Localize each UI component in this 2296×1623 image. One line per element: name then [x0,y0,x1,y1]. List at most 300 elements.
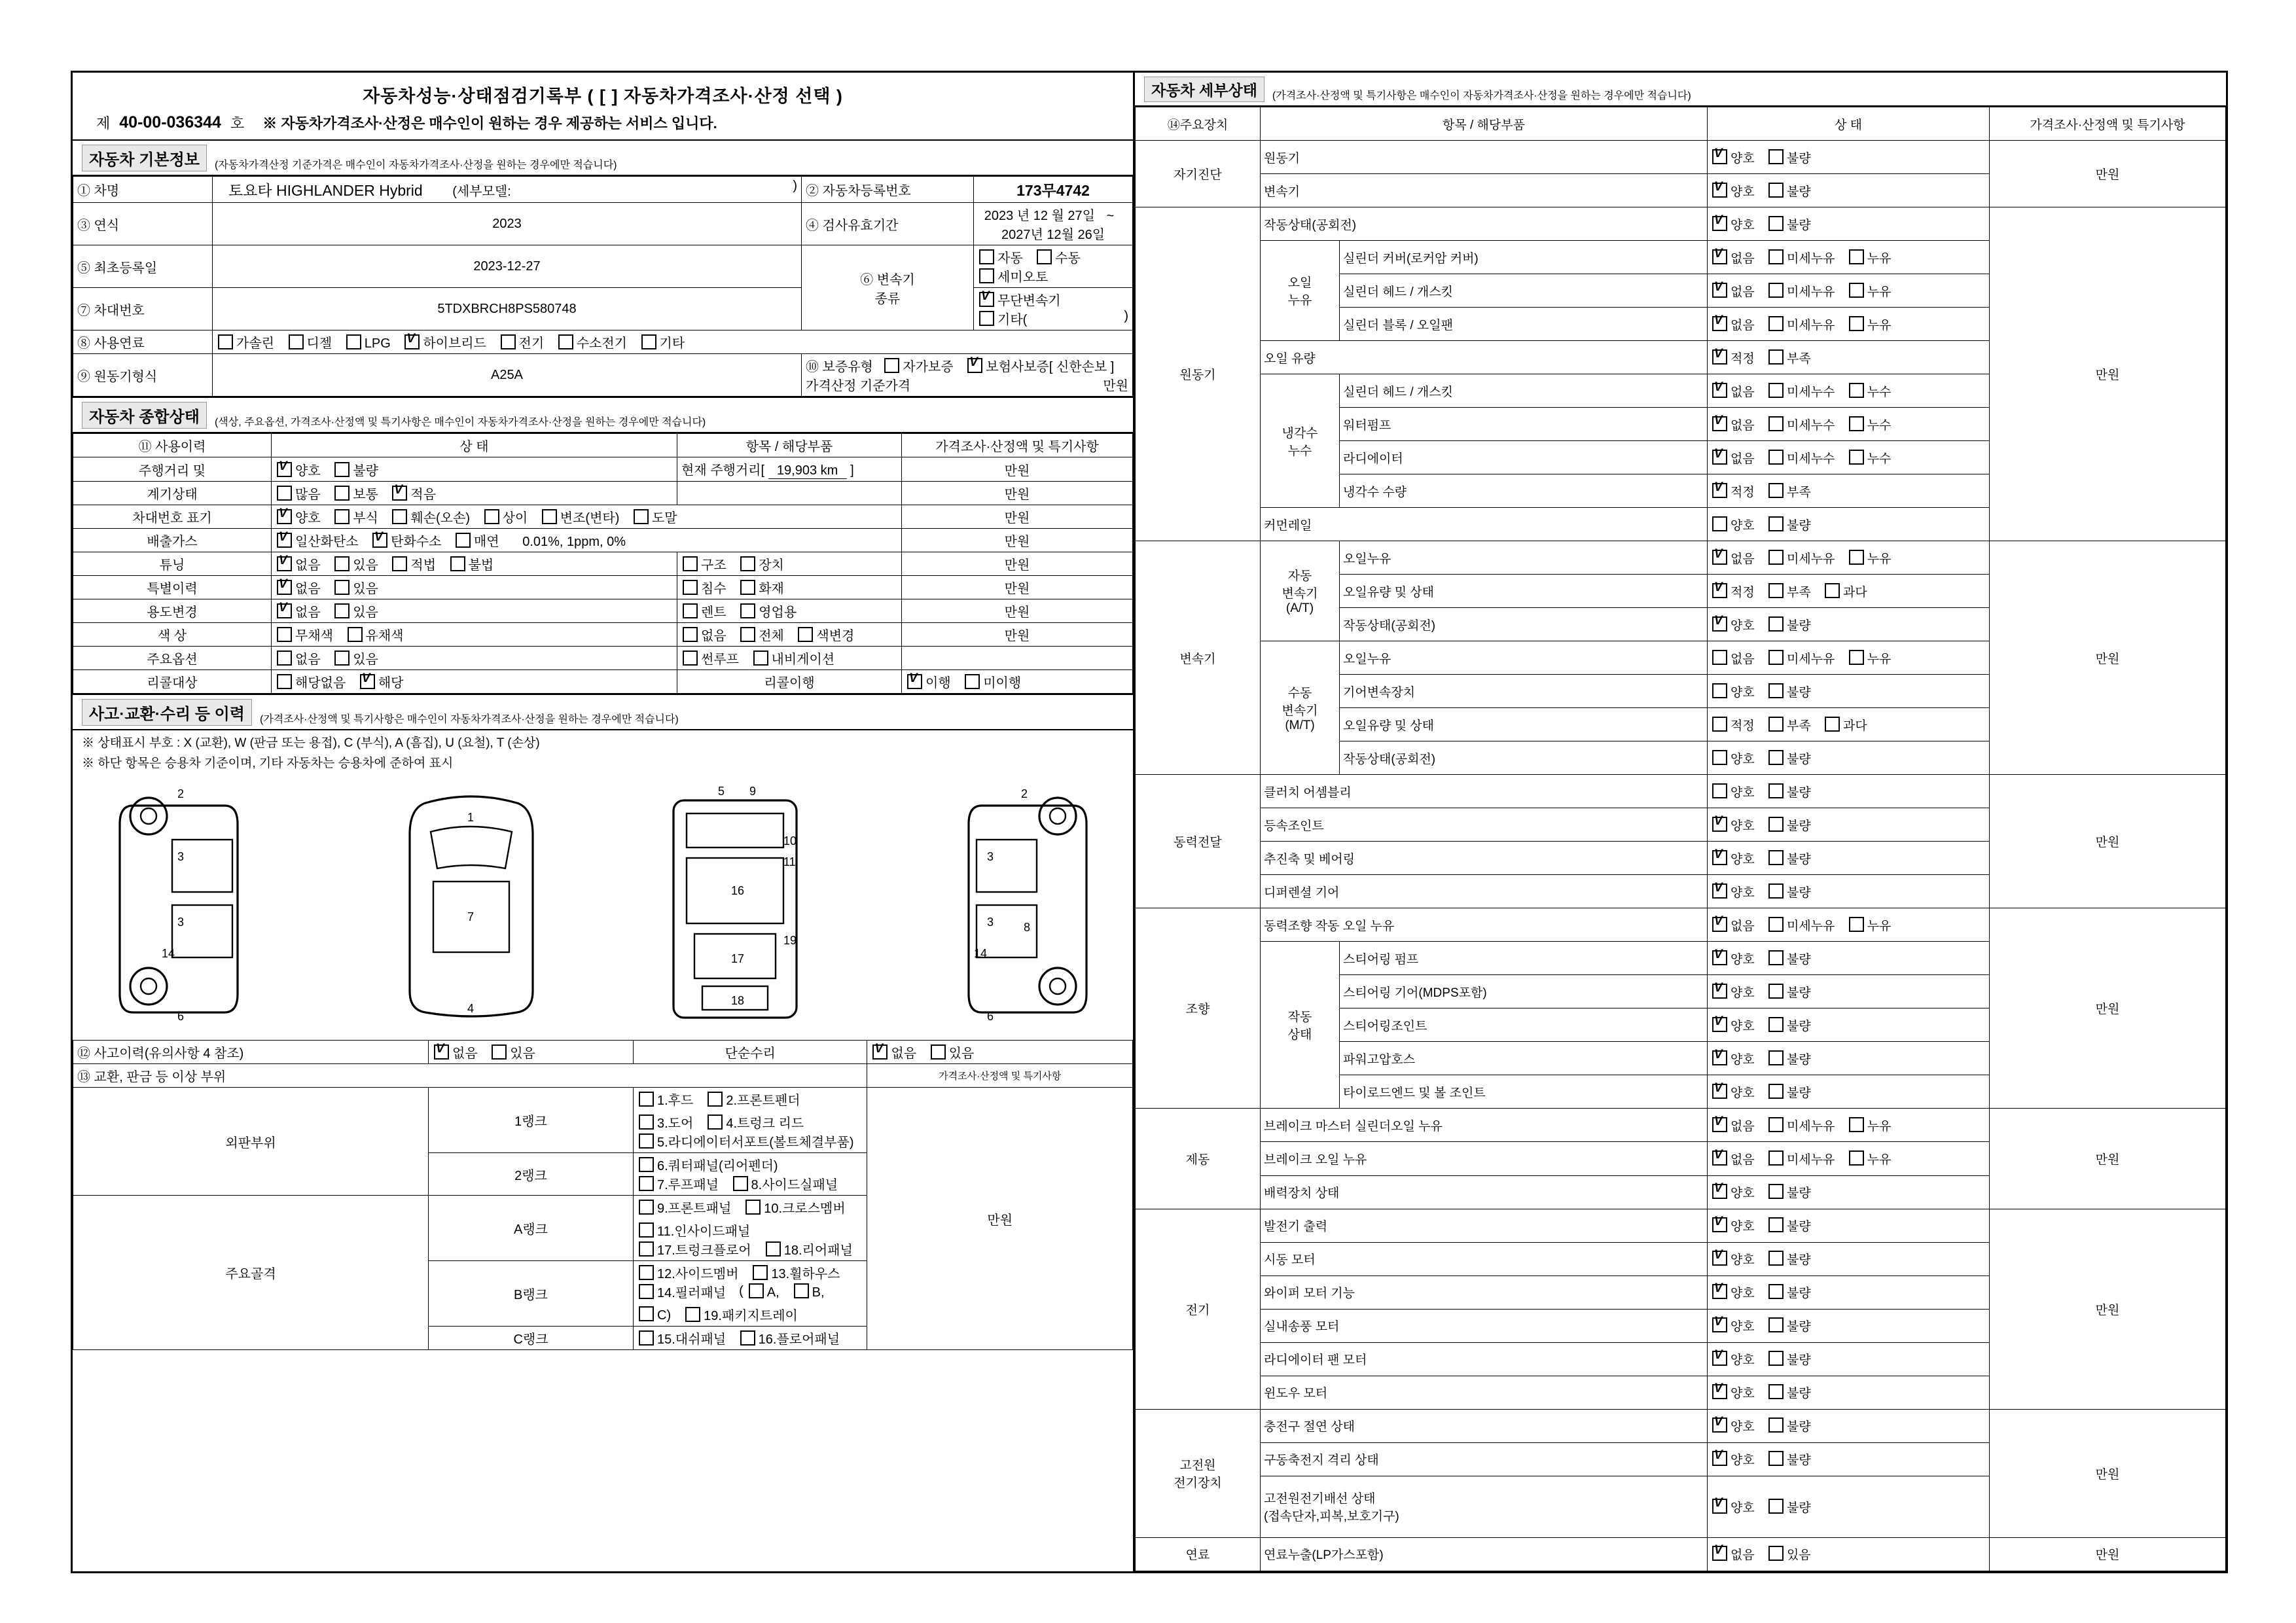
fuel-opt-hydrogen[interactable] [557,332,627,351]
recall-done[interactable] [906,672,951,691]
brake-master-fine-label: 미세누유 [1787,1119,1835,1133]
ps-leak-leak[interactable] [1848,916,1892,934]
row-special-item [677,576,902,599]
overall-note: (색상, 주요옵션, 가격조사·산정액 및 특기사항은 매수인이 자동차가격조사·산정을 원하는 경우에만 적습니다) [214,417,706,428]
state-mt-oil-leak [1708,641,1990,675]
clutch-bad[interactable] [1767,783,1811,800]
trans-opt-manual-label: 수동 [1055,251,1081,266]
odometer-value: 19,903 km [768,463,847,479]
recall-applicable-label: 해당 [378,676,404,690]
radiator-none[interactable] [1711,449,1755,467]
fuel-leak-yes[interactable] [1767,1545,1811,1563]
cv-joint-bad[interactable] [1767,816,1811,834]
brake-master-fine[interactable] [1767,1116,1835,1134]
engine-idle-bad[interactable] [1767,215,1811,233]
trans-opt-auto-label: 자동 [997,251,1023,266]
trans-opt-cvt[interactable] [978,290,1061,309]
differential-bad[interactable] [1767,883,1811,901]
warranty-label: ⑩ 보증유형 [806,360,873,374]
item-front-panel[interactable] [637,1198,731,1217]
trans-opt-manual[interactable] [1035,247,1081,266]
starter-good[interactable] [1711,1250,1755,1268]
basic-info-table [73,176,1133,397]
item-front-fender[interactable] [706,1090,800,1109]
cyl-cover-fine-label: 미세누유 [1787,251,1835,266]
odo-state-bad[interactable] [333,460,378,479]
trans-opt-etc-label: 기타( [997,313,1028,327]
recall-na-label: 해당없음 [295,676,346,690]
price-base-unit: 만원 [1103,379,1128,393]
detail-col-item: 항목 / 해당부품 [1261,107,1708,141]
color-full[interactable] [739,625,784,644]
item-trunk-floor[interactable] [637,1240,751,1258]
coolant-head-fine-label: 미세누수 [1787,385,1835,399]
tuning-yes[interactable] [333,554,378,573]
at-idle-good[interactable] [1711,616,1755,633]
fuel-leak-yes-label: 있음 [1787,1548,1811,1563]
mt-oil-leak-fine[interactable] [1767,649,1835,667]
mt-oil-excess[interactable] [1823,716,1867,734]
special-fire[interactable] [739,578,784,597]
item-side-member[interactable] [637,1263,738,1282]
svg-text:14: 14 [973,947,987,960]
wiper-good[interactable] [1711,1283,1755,1301]
item-pillar-c[interactable] [637,1306,671,1323]
item-oil-level: 오일 유량 [1261,341,1708,374]
blower-good[interactable] [1711,1317,1755,1334]
options-yes[interactable] [333,649,378,668]
at-oil-leak-none[interactable] [1711,549,1755,567]
item-pillar-panel[interactable] [637,1282,726,1301]
hv-wiring-bad[interactable] [1767,1498,1811,1516]
booster-bad[interactable] [1767,1183,1811,1201]
table-row [73,288,1133,330]
engine-idle-good-label: 양호 [1731,218,1755,232]
charging-port-good[interactable] [1711,1417,1755,1435]
trans-opt-auto[interactable] [978,247,1023,266]
rank-2: 2랭크 [429,1153,634,1196]
fuel-opt-lpg[interactable] [345,334,391,351]
steering-pump-bad-label: 불량 [1787,952,1811,967]
coolant-level-ok[interactable] [1711,482,1755,500]
drive-shaft-bad-label: 불량 [1787,852,1811,866]
item-trunk-lid[interactable] [706,1113,804,1132]
drive-battery-good[interactable] [1711,1450,1755,1468]
drive-battery-bad[interactable] [1767,1450,1811,1468]
window-motor-bad[interactable] [1767,1383,1811,1401]
state-radiator [1708,441,1990,474]
item-side-sill-panel-label: 8.사이드실패널 [751,1178,838,1192]
water-pump-fine-label: 미세누수 [1787,418,1835,433]
svg-text:3: 3 [177,916,184,929]
item-dash-panel[interactable] [637,1329,726,1347]
fan-motor-good[interactable] [1711,1350,1755,1368]
cyl-cover-none[interactable] [1711,249,1755,266]
table-row [73,203,1133,245]
rank2-items [634,1153,867,1196]
usechange-price: 만원 [902,599,1133,623]
vin-corrosion[interactable] [333,507,378,526]
color-chromatic[interactable] [346,625,404,644]
fuel-leak-none[interactable] [1711,1545,1755,1563]
odo-state-good[interactable] [276,460,321,479]
item-wheel-house[interactable] [751,1263,840,1282]
usechange-none[interactable] [276,601,321,620]
steering-joint-bad[interactable] [1767,1016,1811,1034]
gauge-normal[interactable] [333,484,378,503]
engine-idle-good[interactable] [1711,215,1755,233]
recall-applicable[interactable] [359,672,404,691]
fuel-opt-electric[interactable] [499,332,545,351]
overall-title: 자동차 종합상태 [82,402,207,429]
simple-yes[interactable] [929,1043,975,1061]
at-oil-ok[interactable] [1711,582,1755,600]
cyl-block-none[interactable] [1711,315,1755,333]
cyl-block-fine[interactable] [1767,315,1835,333]
options-navigation[interactable] [752,649,835,668]
mt-idle-bad[interactable] [1767,749,1811,767]
emission-hc[interactable] [371,531,441,550]
accident-yes-label: 있음 [510,1046,535,1061]
item-inside-panel[interactable] [637,1221,750,1240]
svg-text:2: 2 [1020,787,1028,800]
emission-co[interactable] [276,531,359,550]
radiator-fine[interactable] [1767,449,1835,467]
warranty-opt-insurer[interactable] [966,356,1114,375]
cyl-block-leak[interactable] [1848,315,1892,333]
at-idle-good-label: 양호 [1731,618,1755,633]
fuel-opt-gasoline[interactable] [217,332,274,351]
accident-note-2: ※ 하단 항목은 승용차 기준이며, 기타 자동차는 승용차에 준하여 표시 [82,756,454,770]
color-achromatic[interactable] [276,625,333,644]
mt-idle-good[interactable] [1711,749,1755,767]
state-radiator-fan-motor [1708,1342,1990,1376]
ps-leak-fine[interactable] [1767,916,1835,934]
svg-text:7: 7 [467,910,474,923]
water-pump-fine[interactable] [1767,416,1835,433]
sub-oil-leak: 오일 누유 [1261,241,1340,341]
color-changed[interactable] [797,625,854,644]
row-odometer-item [677,457,902,482]
table-row [1136,1109,2226,1142]
submodel-close: ) [793,179,797,193]
item-pillar-a[interactable] [747,1283,780,1300]
blower-bad[interactable] [1767,1317,1811,1334]
group-engine: 원동기 [1136,207,1261,541]
starter-bad[interactable] [1767,1250,1811,1268]
color-none[interactable] [681,625,726,644]
item-door[interactable] [637,1113,693,1132]
table-row [73,177,1133,203]
options-sunroof[interactable] [681,649,739,668]
tuning-illegal[interactable] [449,554,494,573]
accident-yes[interactable] [490,1043,535,1061]
gear-shift-good[interactable] [1711,683,1755,700]
item-wheel-house-label: 13.휠하우스 [771,1267,840,1281]
group-powertrain: 동력전달 [1136,775,1261,908]
state-cylinder-head [1708,274,1990,308]
page-title: 자동차성능·상태점검기록부 ( [ ] 자동차가격조사·산정 선택 ) [363,86,843,106]
accident-title: 사고·교환·수리 등 이력 [82,699,252,726]
item-steering-joint: 스티어링조인트 [1340,1008,1708,1042]
item-power-steering-leak: 동력조향 작동 오일 누유 [1261,908,1708,942]
odometer-item-label: 현재 주행거리[ [681,463,765,478]
alternator-good[interactable] [1711,1217,1755,1234]
mt-oil-leak-none[interactable] [1711,649,1755,667]
coolant-head-leak[interactable] [1848,382,1892,400]
rank-c: C랭크 [429,1327,634,1350]
brake-oil-fine[interactable] [1767,1150,1835,1168]
brake-master-leak-label: 누유 [1867,1119,1892,1133]
radiator-leak-label: 누수 [1867,452,1892,466]
hv-wiring-good[interactable] [1711,1498,1755,1516]
drive-battery-good-label: 양호 [1731,1454,1755,1468]
at-idle-bad[interactable] [1767,616,1811,633]
item-rear-panel[interactable] [764,1240,853,1258]
at-oil-leak-fine[interactable] [1767,549,1835,567]
odometer-price: 만원 [902,457,1133,482]
item-drive-battery: 구동축전지 격리 상태 [1261,1442,1708,1476]
cyl-head-leak[interactable] [1848,282,1892,300]
booster-good[interactable] [1711,1183,1755,1201]
radiator-leak[interactable] [1848,449,1892,467]
group-electric: 전기 [1136,1209,1261,1409]
item-hood[interactable] [637,1090,693,1109]
brake-oil-none-label: 없음 [1731,1152,1755,1167]
drive-shaft-bad[interactable] [1767,849,1811,867]
doc-prefix: 제 [96,115,111,132]
fuel-opt-diesel[interactable] [287,332,332,351]
coolant-level-low[interactable] [1767,482,1811,500]
vin-damage[interactable] [391,507,470,526]
rankb-row1 [637,1263,863,1282]
price-powertrain: 만원 [1990,775,2226,908]
cyl-head-fine[interactable] [1767,282,1835,300]
price-electric: 만원 [1990,1209,2226,1409]
group-steering: 조향 [1136,908,1261,1109]
engine-type-label: ⑨ 원동기형식 [73,354,213,397]
brake-master-none[interactable] [1711,1116,1755,1134]
clutch-bad-label: 불량 [1787,785,1811,800]
color-changed-label: 색변경 [816,629,855,643]
coolant-head-none-label: 없음 [1731,385,1755,399]
brake-master-leak[interactable] [1848,1116,1892,1134]
mt-oil-ok[interactable] [1711,716,1755,734]
doc-suffix: 호 [230,115,245,132]
tuning-legal[interactable] [391,554,436,573]
vin-altered[interactable] [541,507,620,526]
table-header-row [1136,107,2226,141]
row-recall-state [272,670,677,694]
at-oil-leak-leak[interactable] [1848,549,1892,567]
car-name-value: 토요타 HIGHLANDER Hybrid [228,182,423,199]
item-steering-gear: 스티어링 기어(MDPS포함) [1340,975,1708,1008]
gear-shift-bad[interactable] [1767,683,1811,700]
state-cv-joint [1708,808,1990,842]
oil-level-ok[interactable] [1711,349,1755,366]
cv-joint-good[interactable] [1711,816,1755,834]
alternator-bad[interactable] [1767,1217,1811,1234]
options-navigation-label: 내비게이션 [771,652,835,667]
water-pump-leak[interactable] [1848,416,1892,433]
common-rail-bad[interactable] [1767,516,1811,533]
item-self-engine: 원동기 [1261,141,1708,174]
power-hose-good[interactable] [1711,1050,1755,1067]
at-oil-excess[interactable] [1823,582,1867,600]
pillar-open-paren: ( [739,1284,744,1298]
item-door-label: 3.도어 [657,1116,694,1131]
inspect-tilde: ~ [1106,209,1115,223]
brake-oil-none[interactable] [1711,1150,1755,1168]
state-steering-gear [1708,975,1990,1008]
special-none[interactable] [276,578,321,597]
color-chromatic-label: 유채색 [365,629,404,643]
state-cylinder-block [1708,308,1990,341]
steering-pump-bad[interactable] [1767,950,1811,967]
transmission-label-2: 종류 [874,291,901,306]
coolant-head-fine[interactable] [1767,382,1835,400]
col-price-note: 가격조사·산정액 및 특기사항 [902,434,1133,457]
accident-none[interactable] [433,1043,478,1061]
tie-rod-bad[interactable] [1767,1083,1811,1101]
state-alternator [1708,1209,1990,1242]
at-oil-low[interactable] [1767,582,1811,600]
steering-gear-good[interactable] [1711,983,1755,1001]
accident-section [73,694,1133,1571]
gauge-few[interactable] [391,484,436,503]
table-row [1136,141,2226,174]
cyl-cover-fine[interactable] [1767,249,1835,266]
item-pillar-c-label: C) [657,1308,672,1323]
state-hv-wiring [1708,1476,1990,1537]
detail-title-bar [1135,73,2226,107]
usechange-business-label: 영업용 [759,605,797,620]
fuel-opt-hybrid[interactable] [403,332,486,351]
vin-erased[interactable] [632,507,677,526]
mt-oil-leak-leak[interactable] [1848,649,1892,667]
table-row [73,623,1133,647]
recall-done-label: 이행 [925,676,951,690]
radiator-fine-label: 미세누수 [1787,452,1835,466]
tuning-device[interactable] [739,554,784,573]
trans-opt-semiauto[interactable] [978,266,1048,285]
col-item: 항목 / 해당부품 [677,434,902,457]
overall-table [73,433,1133,694]
water-pump-none[interactable] [1711,416,1755,433]
item-front-fender-label: 2.프론트펜더 [726,1094,800,1108]
usechange-yes[interactable] [333,601,378,620]
cyl-head-none[interactable] [1711,282,1755,300]
odo-state-good-label: 양호 [295,463,321,478]
clutch-good-label: 양호 [1731,785,1755,800]
item-roof-panel[interactable] [637,1174,719,1193]
item-package-tray[interactable] [684,1305,798,1324]
differential-good[interactable] [1711,883,1755,901]
self-trans-bad[interactable] [1767,182,1811,200]
power-hose-bad[interactable] [1767,1050,1811,1067]
table-row [1136,207,2226,241]
usechange-rent[interactable] [681,601,726,620]
item-quarter-panel[interactable] [637,1155,778,1174]
tie-rod-good[interactable] [1711,1083,1755,1101]
ps-leak-none[interactable] [1711,916,1755,934]
steering-gear-bad[interactable] [1767,983,1811,1001]
clutch-good[interactable] [1711,783,1755,800]
item-radiator-support[interactable] [637,1132,853,1150]
power-hose-good-label: 양호 [1731,1052,1755,1067]
wiper-bad[interactable] [1767,1283,1811,1301]
item-inside-panel-label: 11.인사이드패널 [657,1224,751,1239]
inspect-from: 2023 년 12 월 27일 [984,209,1095,223]
odo-state-bad-label: 불량 [353,463,378,478]
row-odometer-label [73,457,272,482]
row-usechange-label: 용도변경 [73,599,272,623]
accident-none-label: 없음 [452,1046,478,1061]
gauge-many[interactable] [276,484,321,503]
item-side-sill-panel[interactable] [732,1174,838,1193]
warranty-opt-self[interactable] [883,356,953,375]
emission-smoke[interactable] [454,531,499,550]
simple-none[interactable] [871,1043,916,1061]
options-none[interactable] [276,649,321,668]
usechange-business[interactable] [739,601,797,620]
special-yes[interactable] [333,578,378,597]
brake-oil-leak[interactable] [1848,1150,1892,1168]
coolant-head-none[interactable] [1711,382,1755,400]
item-cross-member[interactable] [744,1198,845,1217]
submodel-label: (세부모델: [452,185,511,199]
fuel-opt-hybrid-label: 하이브리드 [423,336,486,351]
oil-level-ok-label: 적정 [1731,351,1755,366]
trans-opt-etc[interactable] [978,309,1027,328]
fan-motor-bad[interactable] [1767,1350,1811,1368]
mt-oil-low[interactable] [1767,716,1811,734]
common-rail-good[interactable] [1711,516,1755,533]
charging-port-bad[interactable] [1767,1417,1811,1435]
item-dash-panel-label: 15.대쉬패널 [657,1332,726,1347]
recall-na[interactable] [276,672,346,691]
self-engine-bad[interactable] [1767,149,1811,166]
row-tuning-state [272,552,677,576]
item-tie-rod: 타이로드엔드 및 볼 조인트 [1340,1075,1708,1109]
self-trans-good[interactable] [1711,182,1755,200]
tuning-structure[interactable] [681,554,726,573]
fuel-opt-etc[interactable] [640,332,685,351]
window-motor-good[interactable] [1711,1383,1755,1401]
drive-shaft-good[interactable] [1711,849,1755,867]
recall-not-done[interactable] [963,672,1021,691]
special-flood[interactable] [681,578,726,597]
item-pillar-b[interactable] [793,1283,825,1300]
steering-joint-good[interactable] [1711,1016,1755,1034]
svg-text:6: 6 [177,1010,184,1023]
at-oil-leak-fine-label: 미세누유 [1787,552,1835,566]
vin-different[interactable] [483,507,528,526]
self-engine-good[interactable] [1711,149,1755,166]
vin-good[interactable] [276,507,321,526]
fuel-leak-none-label: 없음 [1731,1548,1755,1563]
charging-port-good-label: 양호 [1731,1420,1755,1435]
item-differential: 디퍼렌셜 기어 [1261,875,1708,908]
oil-level-low[interactable] [1767,349,1811,366]
self-engine-good-label: 양호 [1731,151,1755,166]
item-floor-panel[interactable] [739,1329,840,1347]
tuning-none[interactable] [276,554,321,573]
price-fuel: 만원 [1990,1537,2226,1571]
cyl-cover-leak[interactable] [1848,249,1892,266]
steering-pump-good[interactable] [1711,950,1755,967]
svg-text:3: 3 [177,850,184,863]
